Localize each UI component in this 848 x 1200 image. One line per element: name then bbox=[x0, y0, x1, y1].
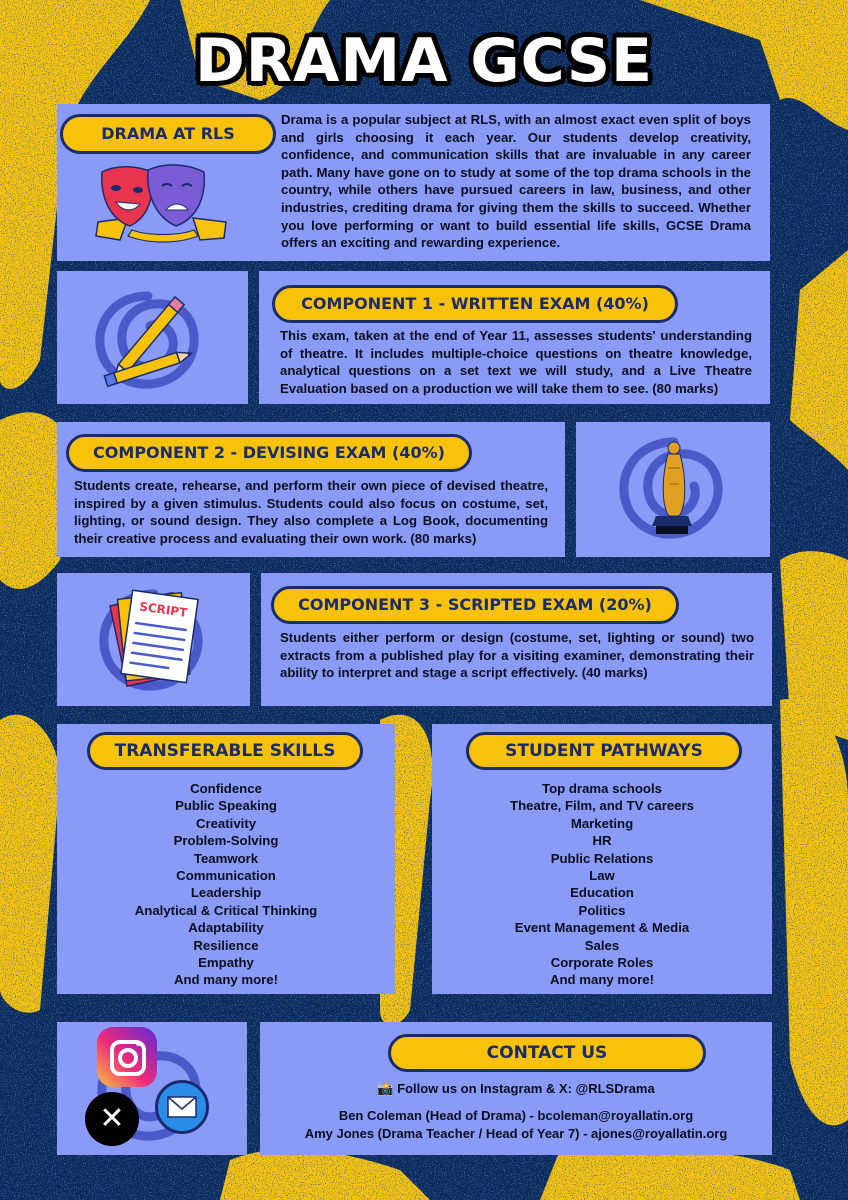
pathway-item: Politics bbox=[578, 902, 626, 918]
script-icon-label: SCRIPT bbox=[138, 599, 189, 621]
contact-amy-jones[interactable]: Amy Jones (Drama Teacher / Head of Year 7) - ajones@royallatin.org bbox=[304, 1126, 728, 1141]
component-3-heading: COMPONENT 3 - SCRIPTED EXAM (20%) bbox=[271, 586, 679, 624]
pathway-item: Public Relations bbox=[550, 850, 654, 866]
pathway-item: Education bbox=[570, 885, 634, 901]
contact-heading: CONTACT US bbox=[388, 1034, 706, 1072]
social-handle: 📸 Follow us on Instagram & X: @RLSDrama bbox=[377, 1081, 655, 1096]
skill-item: Adaptability bbox=[188, 920, 264, 936]
component-2-text: Students create, rehearse, and perform their own piece of devised theatre, inspired by a given stimulus. Students could also focus on costume, set, lighting, or sound design. They also complete a Log Book, documenting their creative process and evaluating their own work. (80 marks) bbox=[74, 478, 548, 546]
pathway-item: And many more! bbox=[549, 972, 655, 988]
pathway-item: Law bbox=[589, 868, 615, 884]
skill-item: Problem-Solving bbox=[173, 833, 279, 849]
skill-item: Confidence bbox=[190, 781, 262, 796]
instagram-icon[interactable] bbox=[97, 1027, 157, 1087]
pathway-item: Corporate Roles bbox=[550, 955, 654, 971]
script-icon bbox=[92, 580, 212, 698]
intro-text: Drama is a popular subject at RLS, with an almost exact even split of boys and girls choosing it each year. Our students develop creativity, confidence, and communication skills that are invaluable in any career path. Many have gone on to study at some of the top drama schools in the country, while others have pursued careers in law, business, and other industries, crediting drama for giving them the skills to succeed. Whether you love performing or want to build essential life skills, GCSE Drama offers an exciting and rewarding experience. bbox=[281, 112, 751, 251]
component-2-heading: COMPONENT 2 - DEVISING EXAM (40%) bbox=[66, 434, 472, 472]
component-1-text: This exam, taken at the end of Year 11, assesses students' understanding of theatre. It includes multiple-choice questions on theatre knowledge, analytical questions on a set text we will study, and a Live Theatre Evaluation based on a production we will take them to see. (80 marks) bbox=[280, 328, 752, 396]
component-3-text: Students either perform or design (costume, set, lighting or sound) two extracts from a published play for a visiting examiner, demonstrating their ability to interpret and stage a script effectively. (40 marks) bbox=[280, 630, 754, 681]
award-statue-icon bbox=[612, 428, 732, 548]
x-icon[interactable]: ✕ bbox=[85, 1092, 139, 1146]
skill-item: Analytical & Critical Thinking bbox=[134, 902, 318, 918]
skill-item: Public Speaking bbox=[175, 798, 277, 814]
skills-list bbox=[57, 780, 395, 989]
skill-item: Creativity bbox=[195, 815, 257, 831]
page-title: DRAMA GCSE bbox=[194, 26, 654, 96]
pathway-item: Theatre, Film, and TV careers bbox=[510, 798, 694, 814]
pencils-icon bbox=[88, 278, 208, 393]
pathway-item: HR bbox=[592, 833, 612, 849]
skill-item: Leadership bbox=[190, 885, 262, 901]
theatre-masks-icon bbox=[88, 160, 233, 250]
skill-item: Empathy bbox=[198, 955, 254, 971]
pathways-list bbox=[432, 780, 772, 989]
intro-heading: DRAMA AT RLS bbox=[60, 114, 276, 154]
skill-item: Communication bbox=[176, 868, 276, 884]
pathway-item: Sales bbox=[584, 937, 620, 953]
pathway-item: Marketing bbox=[570, 815, 634, 831]
component-1-heading: COMPONENT 1 - WRITTEN EXAM (40%) bbox=[272, 285, 678, 323]
pathway-item: Event Management & Media bbox=[514, 920, 690, 936]
skills-heading: TRANSFERABLE SKILLS bbox=[87, 732, 363, 770]
contact-ben-coleman[interactable]: Ben Coleman (Head of Drama) - bcoleman@royallatin.org bbox=[338, 1108, 694, 1123]
skill-item: Resilience bbox=[193, 937, 259, 953]
skill-item: And many more! bbox=[173, 972, 279, 988]
skill-item: Teamwork bbox=[193, 850, 259, 866]
pathways-heading: STUDENT PATHWAYS bbox=[466, 732, 742, 770]
pathway-item: Top drama schools bbox=[542, 781, 662, 796]
email-icon[interactable] bbox=[155, 1080, 209, 1134]
